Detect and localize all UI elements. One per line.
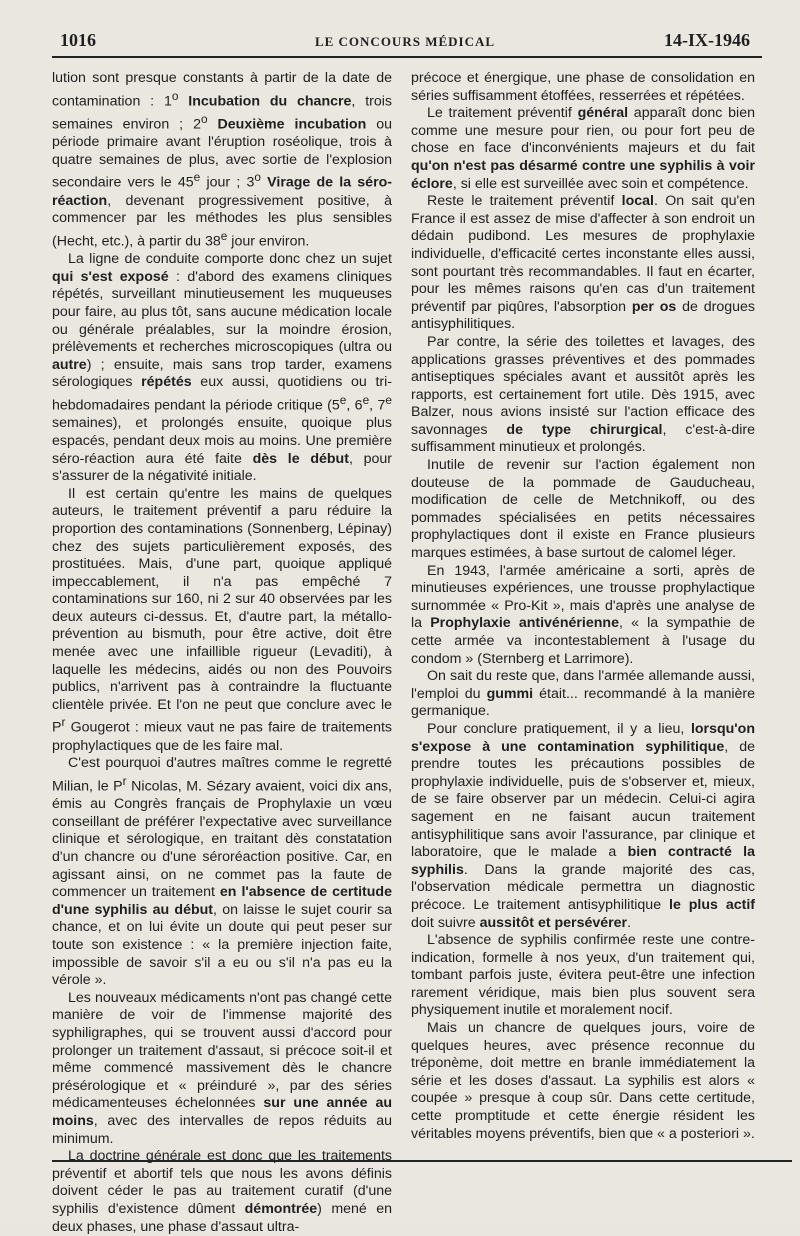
paragraph: Par contre, la série des toilettes et lavages, des applications grasses préventives et des pommades antiseptiques spéciales avant et aussitôt après les rapports, est certainement fort utile. Dès 1915, avec Balzer, nous avions insisté sur l'action efficace des savonnages de type chirurgical, c'est-à-dire suffisamment minutieux et prolongés. bbox=[411, 333, 756, 456]
issue-date: 14-IX-1946 bbox=[664, 30, 750, 50]
paragraph: Inutile de revenir sur l'action également non douteuse de la pommade de Gauducheau, modification de celle de Metchnikoff, ou des pommades spécialisées en petits nécessaires prophylactiques dont il existe en France plusieurs marques estimées, à base surtout de calomel léger. bbox=[411, 457, 755, 562]
paragraph: On sait du reste que, dans l'armée allemande aussi, l'emploi du gummi était... recommandé à la manière germanique. bbox=[411, 668, 755, 720]
paragraph: C'est pourquoi d'autres maîtres comme le regretté Milian, le $P^r$ Nicolas, M. Sézary avaient, voici dix ans, émis au Congrès français de Prophylaxie un vœu conseillant de préférer l'expectative avec surveillance clinique et sérologique, en traitant dès constatation d'un chancre ou d'une séroréaction positive. Car, en agissant ainsi, on ne commet pas la faute de commencer un traitement en l'absence de certitude d'une syphilis au début, on laisse le sujet courir sa chance, et on lui évite un doute qui peut peser sur toute son existence : « la première injection faite, impossible de savoir s'il a eu ou s'il n'a pas eu la vérole ». bbox=[52, 755, 393, 989]
paragraph: précoce et énergique, une phase de consolidation en séries suffisamment étoffées, resserrées et répétées. bbox=[411, 70, 755, 104]
paragraph: En 1943, l'armée américaine a sorti, après de minutieuses expériences, une trousse prophylactique surnommée « Pro-Kit », mais d'après une analyse de la Prophylaxie antivénérienne, « la sympathie de cette armée va incontestablement à l'usage du condom » (Sternberg et Larrimore). bbox=[411, 562, 755, 667]
right-column bbox=[411, 70, 755, 1143]
paragraph: La doctrine générale est donc que les traitements préventif et abortif tels que nous les avons définis doivent céder le pas au traitement curatif (d'une syphilis d'existence dûment démontrée) mené en deux phases, une phase d'assaut ultra- bbox=[52, 1148, 393, 1235]
paragraph: Mais un chancre de quelques jours, voire de quelques heures, avec présence reconnue du tréponème, doit mettre en branle immédiatement la série et les doses d'assaut. La syphilis est alors « coupée » presque à coup sûr. Dans cette certitude, cette promptitude et cette énergie résident les véritables moyens préventifs, bien que « a posteriori ». bbox=[411, 1020, 755, 1142]
paragraph: La ligne de conduite comporte donc chez un sujet qui s'est exposé : d'abord des examens cliniques répétés, surveillant minutieusement les muqueuses pour faire, au plus tôt, sans aucune médication locale ou générale préalables, sur la moindre érosion, prélèvements et recherches microscopiques (ultra ou autre) ; ensuite, mais sans trop tarder, examens sérologiques répétés eux aussi, quotidiens ou tri-hebdomadaires pendant la période critique (5e, 6e, 7e semaines), et prolongés ensuite, quoique plus espacés, pendant deux mois au moins. Une première séro-réaction aura été faite dès le début, pour s'assurer de la négativité initiale. bbox=[52, 251, 393, 485]
paragraph: Reste le traitement préventif local. On sait qu'en France il est assez de mise d'affecter à son endroit un dédain pudibond. Les mesures de prophylaxie individuelle, d'efficacité certes inconstante elles aussi, sont pourtant très recommandables. Il faut en écarter, pour les mêmes raisons qu'en cas d'un traitement préventif par piqûres, l'absorption per os de drogues antisyphilitiques. bbox=[411, 193, 756, 333]
paragraph: Le traitement préventif général apparaît donc bien comme une mesure pour rien, ou pour fort peu de chose en face d'inconvénients majeurs et du fait qu'on n'est pas désarmé contre une syphilis à voir éclore, si elle est surveillée avec soin et compétence. bbox=[411, 105, 755, 192]
header-rule bbox=[52, 56, 762, 58]
paragraph: Pour conclure pratiquement, il y a lieu, lorsqu'on s'expose à une contamination syphilitique, de prendre toutes les précautions possibles de prophylaxie individuelle, puis de s'observer et, mieux, de se faire observer par un médecin. Celui-ci agira sagement en ne faisant aucun traitement antisyphilitique sans avoir l'assurance, par clinique et laboratoire, que le malade a bien contracté la syphilis. Dans la grande majorité des cas, l'observation médicale permettra un diagnostic précoce. Le traitement antisyphilitique le plus actif doit suivre aussitôt et persévérer. bbox=[411, 720, 755, 931]
paragraph: L'absence de syphilis confirmée reste une contre-indication, formelle à nos yeux, d'un traitement qui, tombant parfois juste, évitera peut-être une infection rarement véridique, mais bien plus souvent sera physiquement inutile et moralement nocif. bbox=[411, 932, 755, 1019]
paragraph: Il est certain qu'entre les mains de quelques auteurs, le traitement préventif a paru réduire la proportion des contaminations (Sonnenberg, Lépinay) chez des sujets particulièrement exposés, des prostituées. Mais, d'une part, quoique appliqué impeccablement, il n'a pas empêché 7 contaminations sur 160, ni 2 sur 40 observées par les deux auteurs ci-dessus. Et, d'autre part, la métallo-prévention au bismuth, pour être active, doit être menée avec une infaillible rigueur (Levaditi), à laquelle les médecins, aidés ou non des Pouvoirs publics, n'arrivent pas à contraindre la fluctuante clientèle privée. Et l'on ne peut que conclure avec le $P^r$ Gougerot : mieux vaut ne pas faire de traitements prophylactiques que de les faire mal. bbox=[52, 485, 392, 754]
running-header bbox=[60, 26, 750, 56]
journal-title: LE CONCOURS MÉDICAL bbox=[314, 34, 496, 49]
page-number: 1016 bbox=[60, 30, 96, 50]
left-column bbox=[52, 70, 392, 1236]
footer-rule bbox=[52, 1160, 792, 1162]
paragraph: lution sont presque constants à partir de la date de contamination : 1$^o$ Incubation du chancre, trois semaines environ ; 2$^o$ Deuxième incubation ou période primaire avant l'éruption roséolique, trois à quatre semaines de plus, avec sortie de l'explosion secondaire vers le 45e jour ; 3$^o$ Virage de la séro-réaction, devenant progressivement positive, à commencer par les méthodes les plus sensibles (Hecht, etc.), à partir du 38e jour environ. bbox=[52, 70, 392, 250]
paragraph: Les nouveaux médicaments n'ont pas changé cette manière de voir de l'immense majorité des syphiligraphes, qui se trouvent aussi d'accord pour prolonger un traitement d'assaut, si précoce soit-il et même commencé massivement dès le chancre présérologique et « préinduré », par des séries médicamenteuses échelonnées sur une année au moins, avec des intervalles de repos réduits au minimum. bbox=[52, 989, 393, 1147]
